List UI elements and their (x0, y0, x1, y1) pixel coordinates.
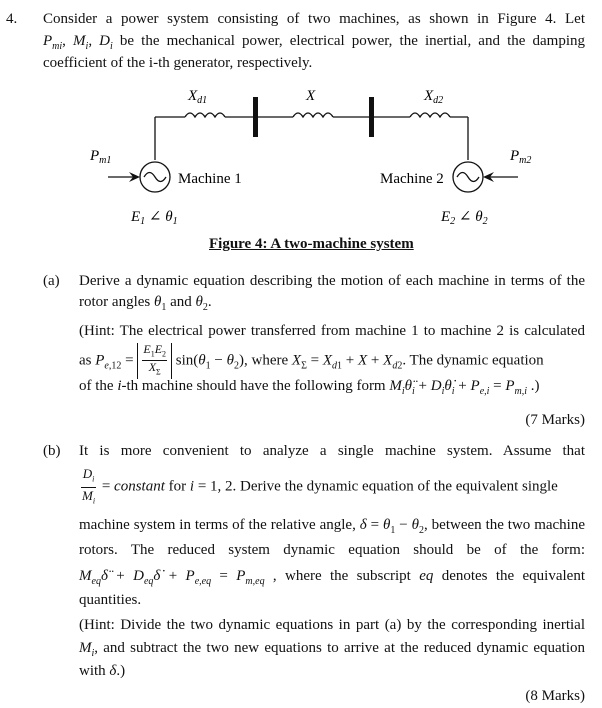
label-xd1: $X_{d1}$ (188, 88, 208, 106)
part-a-label: (a) (43, 273, 60, 289)
label-pm1: $P_{m1}$ (90, 148, 112, 166)
part-b-line-4: rotors. The reduced system dynamic equation should be of the form: (79, 542, 585, 558)
intro-line-2: $P_{mi}$, $M_i$, $D_i$ be the mechanical power, electrical power, the inertial, and the damping (43, 33, 586, 52)
intro-line-1: Consider a power system consisting of two machines, as shown in Figure 4. Let (43, 11, 585, 27)
part-b-marks: (8 Marks) (525, 688, 585, 704)
part-b-hint-2: $M_i$, and subtract the two new equations to arrive at the reduced dynamic equation (79, 640, 585, 659)
part-a-marks: (7 Marks) (525, 412, 585, 428)
part-b-label: (b) (43, 443, 61, 459)
part-b-line-6: quantities. (79, 592, 142, 608)
label-e2: $E_2$ ∠ $\theta_2$ (441, 209, 488, 227)
intro-line-3: coefficient of the i-th generator, respectively. (43, 55, 313, 71)
part-a-hint-3: of the i-th machine should have the following form $M_i\thetä_i$ + $D_i\thetȧ_i + P_{e,i} = P_{m,i}$ .) (79, 378, 540, 397)
label-pm2: $P_{m2}$ (510, 148, 532, 166)
label-machine-1: Machine 1 (178, 171, 242, 187)
bus-2 (369, 97, 374, 137)
part-a-line-1: Derive a dynamic equation describing the motion of each machine in terms of the (79, 273, 585, 289)
label-x: X (306, 88, 316, 104)
bus-1 (253, 97, 258, 137)
figure-caption: Figure 4: A two-machine system (209, 236, 414, 252)
label-machine-2: Machine 2 (380, 171, 444, 187)
part-a-line-2: rotor angles $\theta_1$ and $\theta_2$. (79, 294, 212, 313)
part-a-hint-2: as $P_{e,12}$ = $\frac{E_1E_2}{X_\Sigma}$ $\sin(\theta_1 - \theta_2)$, where $X_\Sigma = X_{d1} + X + X_{d2}$. The dynamic equation (79, 342, 544, 377)
question-number: 4. (6, 11, 18, 27)
two-machine-diagram (0, 0, 602, 260)
part-b-hint-3: with δ.) (79, 663, 126, 679)
part-b-line-3: machine system in terms of the relative angle, $\delta = \theta_1 - \theta_2$, between the two machine (79, 517, 586, 536)
part-a-hint-1: (Hint: The electrical power transferred from machine 1 to machine 2 is calculated (79, 323, 585, 339)
part-b-hint-1: (Hint: Divide the two dynamic equations in part (a) by the corresponding inertial (79, 617, 585, 633)
part-b-line-1: It is more convenient to analyze a single machine system. Assume that (79, 443, 585, 459)
label-e1: $E_1$ ∠ $\theta_1$ (131, 209, 178, 227)
part-b-line-5: $M_{eq}\deltä$ + $D_{eq}\deltȧ + P_{e,eq} = P_{m,eq}$ , where the subscript eq denotes the equivalent (79, 568, 586, 587)
label-xd2: $X_{d2}$ (424, 88, 444, 106)
part-b-line-2: $\frac{D_i}{M_i}$ = constant for i = 1, 2. Derive the dynamic equation of the equivalent single (82, 466, 558, 506)
